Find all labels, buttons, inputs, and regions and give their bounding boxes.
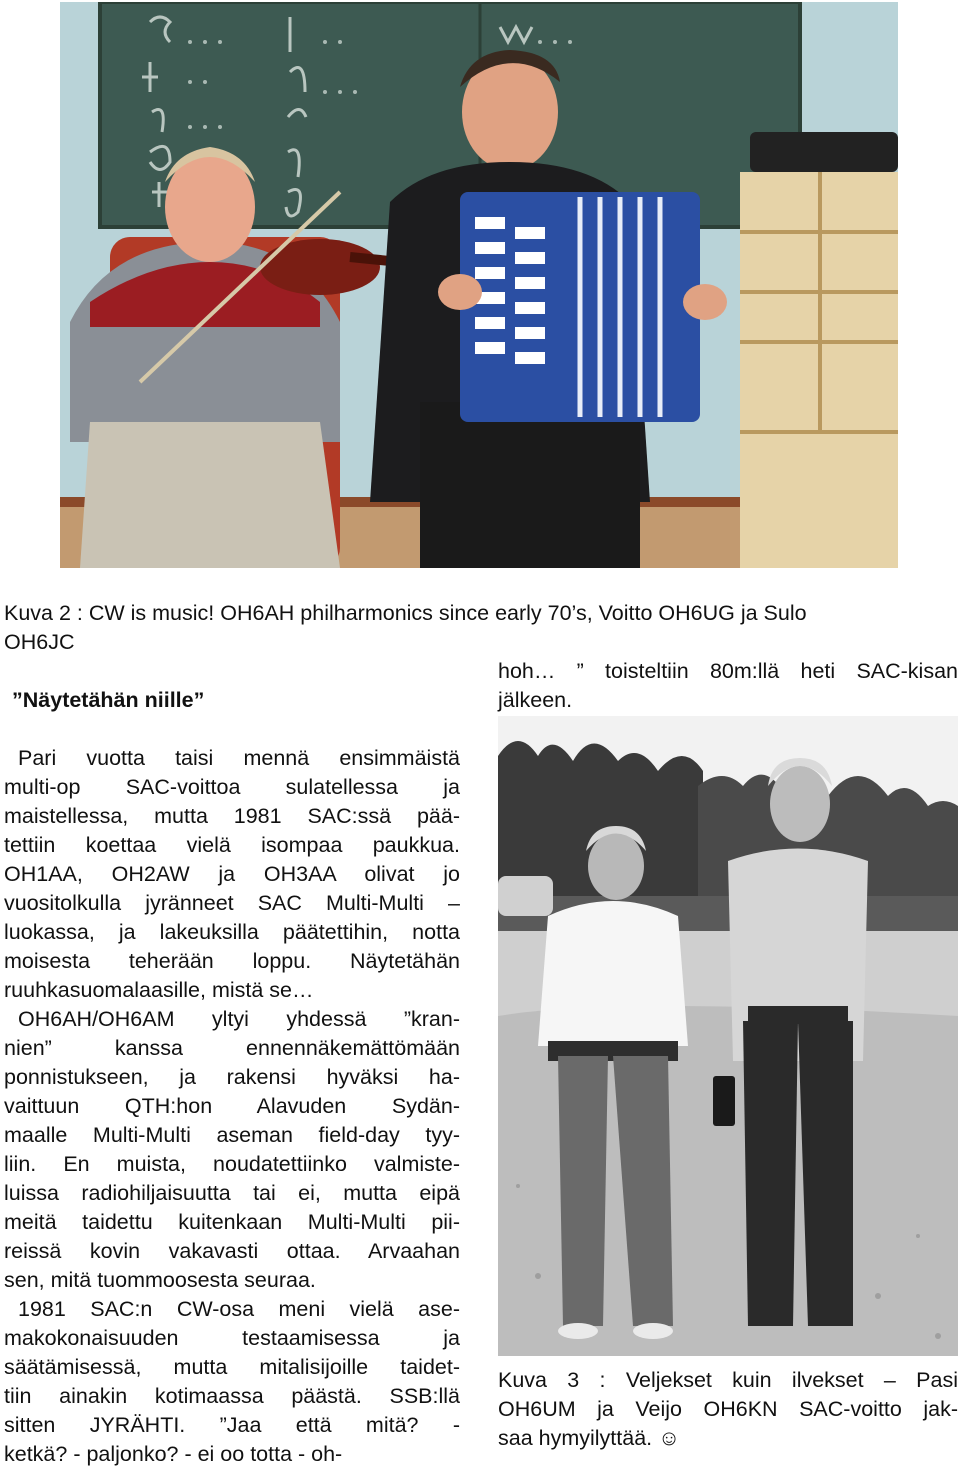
article-line: makokonaisuuden testaamisessa ja bbox=[4, 1326, 460, 1350]
article-paragraph-1 bbox=[4, 744, 460, 1005]
article-line: reissä kovin vakavasti ottaa. Arvaahan bbox=[4, 1239, 460, 1263]
caption-2-line-1: Kuva 3 : Veljekset kuin ilvekset – Pasi bbox=[498, 1368, 958, 1392]
article-line: säätämisessä, mutta mitalisijoille taidet- bbox=[4, 1355, 460, 1379]
article-line: sitten JYRÄHTI. ”Jaa että mitä? - bbox=[4, 1413, 460, 1437]
article-line: vaittuun QTH:hon Alavuden Sydän- bbox=[4, 1094, 460, 1118]
article-line: ruuhkasuomalaasille, mistä se… bbox=[4, 978, 314, 1002]
article-line: luokassa, ja lakeuksilla päätettihin, notta bbox=[4, 920, 460, 944]
article-column bbox=[4, 744, 460, 1466]
article-line: maistellessa, mutta 1981 SAC:ssä pää- bbox=[4, 804, 460, 828]
article-line: meitä taidettu kuitenkaan Multi-Multi pii- bbox=[4, 1210, 460, 1234]
article-line: multi-op SAC-voittoa sulatellessa ja bbox=[4, 775, 460, 799]
photo-two-men bbox=[498, 716, 958, 1356]
article-line: vuositolkulla jyränneet SAC Multi-Multi – bbox=[4, 891, 460, 915]
photo-musicians-icon bbox=[60, 2, 898, 568]
article-line: maalle Multi-Multi aseman field-day tyy- bbox=[4, 1123, 460, 1147]
section-heading: ”Näytetähän niille” bbox=[12, 688, 205, 712]
article-line: OH6AH/OH6AM yltyi yhdessä ”kran- bbox=[18, 1007, 460, 1031]
article-line: liin. En muista, noudatettiinko valmiste- bbox=[4, 1152, 460, 1176]
caption-1-line-2: OH6JC bbox=[4, 630, 75, 654]
article-paragraph-2 bbox=[4, 1005, 460, 1295]
article-line: nien” kanssa ennennäkemättömään bbox=[4, 1036, 460, 1060]
article-line: luissa radiohiljaisuutta tai ei, mutta eipä bbox=[4, 1181, 460, 1205]
photo-two-men-icon bbox=[498, 716, 958, 1356]
caption-1-line-1: Kuva 2 : CW is music! OH6AH philharmonics since early 70’s, Voitto OH6UG ja Sulo bbox=[4, 601, 807, 625]
article-line: tettiin koettaa vielä isompaa paukkua. bbox=[4, 833, 460, 857]
caption-2-line-3: saa hymyilyttää. ☺ bbox=[498, 1426, 681, 1450]
article-line: ponnistukseen, ja rakensi hyväksi ha- bbox=[4, 1065, 460, 1089]
article-line: OH1AA, OH2AW ja OH3AA olivat jo bbox=[4, 862, 460, 886]
article-line: moisesta teherään loppu. Näytetähän bbox=[4, 949, 460, 973]
article-line: Pari vuotta taisi mennä ensimmäistä bbox=[18, 746, 460, 770]
caption-2-line-2: OH6UM ja Veijo OH6KN SAC-voitto jak- bbox=[498, 1397, 958, 1421]
right-column-continuation bbox=[498, 657, 958, 715]
photo-musicians bbox=[60, 2, 898, 568]
article-line: ketkä? - paljonko? - ei oo totta - oh- bbox=[4, 1442, 343, 1466]
article-line: 1981 SAC:n CW-osa meni vielä ase- bbox=[18, 1297, 460, 1321]
article-paragraph-3 bbox=[4, 1295, 460, 1466]
caption-2 bbox=[498, 1366, 958, 1453]
right-continuation-line-1: hoh… ” toisteltiin 80m:llä heti SAC-kisan bbox=[498, 659, 958, 683]
right-continuation-line-2: jälkeen. bbox=[498, 688, 573, 712]
article-line: sen, mitä tuommoosesta seuraa. bbox=[4, 1268, 316, 1292]
caption-1 bbox=[4, 599, 960, 657]
article-line: tiin ainakin kotimaassa päästä. SSB:llä bbox=[4, 1384, 460, 1408]
